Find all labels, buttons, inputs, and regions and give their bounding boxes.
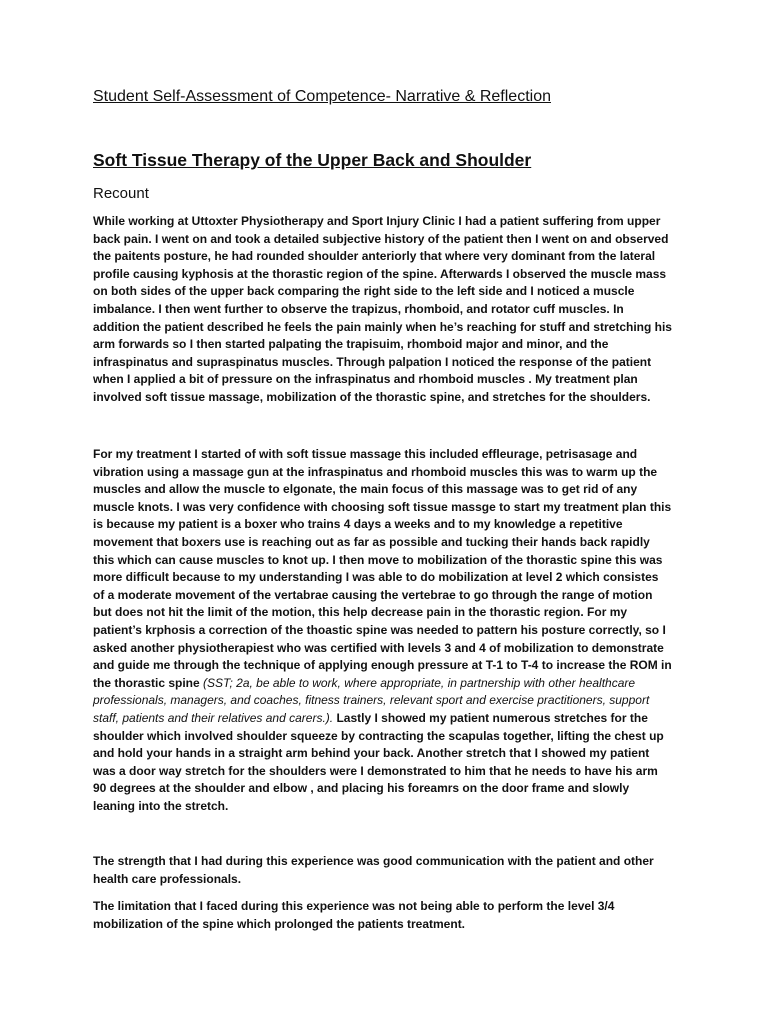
treatment-paragraph bbox=[93, 446, 673, 815]
document-page bbox=[93, 0, 675, 1024]
recount-paragraph: While working at Uttoxter Physiotherapy and Sport Injury Clinic I had a patient suffering from upper back pain. I went on and took a detailed subjective history of the patient then I went on and observed the paitents posture, he had rounded shoulder anteriorly that where very dominant from the lateral profile causing kyphosis at the thorastic region of the spine. Afterwards I observed the muscle mass on both sides of the upper back comparing the right side to the left side and I noticed a muscle imbalance. I then went further to observe the trapizus, rhomboid, and rotator cuff muscles. In addition the patient described he feels the pain mainly when he’s reaching for stuff and stretching his arm forwards so I then started palpating the trapisuim, rhomboid major and minor, and the infraspinatus and supraspinatus muscles. Through palpation I noticed the response of the patient when I applied a bit of pressure on the infraspinatus and rhomboid muscles . My treatment plan involved soft tissue massage, mobilization of the thorastic spine, and stretches for the shoulders. bbox=[93, 214, 672, 404]
treatment-text-part-1: For my treatment I started of with soft tissue massage this included effleurage, petrisasage and vibration using a massage gun at the infraspinatus and rhomboid muscles this was to warm up the muscles and allow the muscle to elgonate, the main focus of this massage was to get rid of any muscle knots. I was very confidence with choosing soft tissue massge to start my treatment plan this is because my patient is a boxer who trains 4 days a weeks and to my knowledge a repetitive movement that boxers use is reaching out as far as possible and tucking their hands back rapidly this which can cause muscles to knot up. I then move to mobilization of the thorastic spine this was more difficult because to my understanding I was able to do mobilization at level 2 which consistes of a moderate movement of the vertabrae causing the vertebrae to go through the range of motion but does not hit the limit of the motion, this help decrease pain in the thorastic region. For my patient’s krphosis a correction of the thoastic spine was needed to pattern his posture correctly, so I asked another physiotherapiest who was certified with levels 3 and 4 of mobilization to demonstrate and guide me through the technique of applying enough pressure at T-1 to T-4 to increase the ROM in the thorastic spine bbox=[93, 447, 672, 690]
sst-reference-italic: (SST; 2a, be able to work, where appropriate, in partnership with other healthcare professionals, managers, and coaches, fitness trainers, relevant sport and exercise practitioners, support staff, patients and their relatives and carers.). bbox=[93, 675, 650, 725]
treatment-text-part-2: Lastly I showed my patient numerous stretches for the shoulder which involved shoulder squeeze by contracting the scapulas together, lifting the chest up and hold your hands in a straight arm behind your back. Another stretch that I showed my patient was a door way stretch for the shoulders were I demonstrated to him that he needs to have his arm 90 degrees at the shoulder and elbow , and placing his foreamrs on the door frame and slowly leaning into the stretch. bbox=[93, 710, 664, 813]
section-title: Soft Tissue Therapy of the Upper Back and Shoulder bbox=[93, 150, 532, 170]
recount-heading: Recount bbox=[93, 185, 149, 202]
document-title: Student Self-Assessment of Competence- Narrative & Reflection bbox=[93, 88, 551, 105]
strength-paragraph: The strength that I had during this experience was good communication with the patient and other health care professionals. bbox=[93, 854, 654, 886]
limitation-paragraph: The limitation that I faced during this experience was not being able to perform the level 3/4 mobilization of the spine which prolonged the patients treatment. bbox=[93, 899, 615, 931]
